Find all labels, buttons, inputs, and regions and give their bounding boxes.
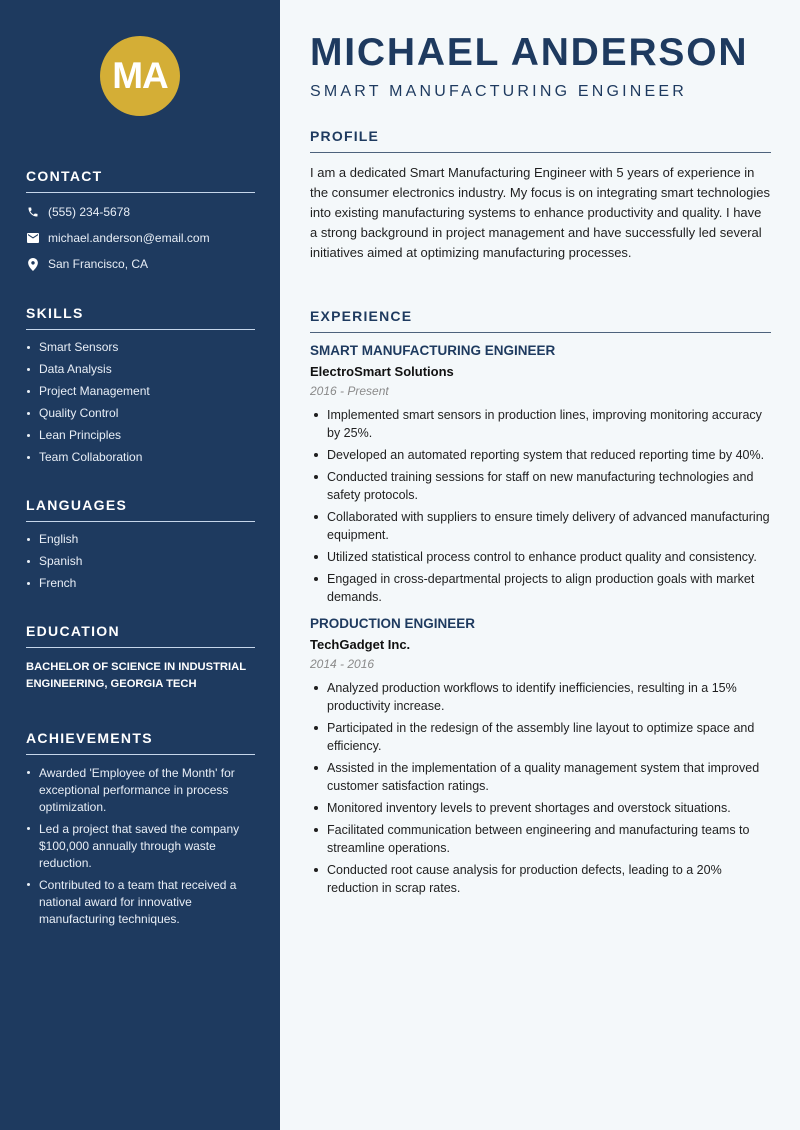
skill-item: Smart Sensors bbox=[26, 340, 255, 354]
job-entry bbox=[310, 616, 771, 897]
phone-text: (555) 234-5678 bbox=[48, 205, 131, 219]
achievements-list bbox=[26, 765, 255, 928]
job-bullet: Facilitated communication between engineering and manufacturing teams to streamline operations. bbox=[310, 821, 771, 857]
phone-icon bbox=[26, 206, 39, 219]
education-section bbox=[26, 623, 255, 693]
email-icon bbox=[26, 232, 39, 245]
achievements-heading: ACHIEVEMENTS bbox=[26, 730, 255, 755]
profile-text: I am a dedicated Smart Manufacturing Engineer with 5 years of experience in the consumer electronics industry. My focus is on integrating smart technologies into existing manufacturing systems to enhance productivity and quality. I have a strong background in project management and have successfully led several initiatives aimed at optimizing manufacturing processes. bbox=[310, 165, 771, 260]
avatar bbox=[100, 36, 180, 116]
contact-location bbox=[26, 257, 255, 271]
skills-section bbox=[26, 305, 255, 472]
candidate-title: SMART MANUFACTURING ENGINEER bbox=[310, 83, 688, 100]
job-dates: 2014 - 2016 bbox=[310, 657, 375, 671]
experience-section bbox=[310, 308, 771, 901]
job-bullet: Participated in the redesign of the assembly line layout to optimize space and efficiency. bbox=[310, 719, 771, 755]
skill-item: Lean Principles bbox=[26, 428, 255, 442]
skill-item: Team Collaboration bbox=[26, 450, 255, 464]
contact-email bbox=[26, 231, 255, 245]
job-entry bbox=[310, 343, 771, 606]
languages-list bbox=[26, 532, 255, 590]
job-title: SMART MANUFACTURING ENGINEER bbox=[310, 343, 556, 358]
languages-heading: LANGUAGES bbox=[26, 497, 255, 522]
skills-heading: SKILLS bbox=[26, 305, 255, 330]
experience-heading: EXPERIENCE bbox=[310, 308, 771, 333]
achievement-item: Led a project that saved the company $100,000 annually through waste reduction. bbox=[26, 821, 255, 872]
company-name: ElectroSmart Solutions bbox=[310, 364, 454, 379]
job-bullet: Developed an automated reporting system that reduced reporting time by 40%. bbox=[310, 446, 771, 464]
job-bullet: Assisted in the implementation of a quality management system that improved customer satisfaction ratings. bbox=[310, 759, 771, 795]
location-text: San Francisco, CA bbox=[48, 257, 149, 271]
language-item: Spanish bbox=[26, 554, 255, 568]
education-heading: EDUCATION bbox=[26, 623, 255, 648]
job-bullet: Implemented smart sensors in production lines, improving monitoring accuracy by 25%. bbox=[310, 406, 771, 442]
candidate-name: MICHAEL ANDERSON bbox=[310, 31, 749, 74]
education-degree: BACHELOR OF SCIENCE IN INDUSTRIAL ENGINEERING, GEORGIA TECH bbox=[26, 661, 246, 690]
job-bullet: Collaborated with suppliers to ensure timely delivery of advanced manufacturing equipment. bbox=[310, 508, 771, 544]
email-text[interactable]: michael.anderson@email.com bbox=[48, 231, 210, 245]
profile-section bbox=[310, 128, 771, 263]
job-bullet: Conducted root cause analysis for production defects, leading to a 20% reduction in scrap rates. bbox=[310, 861, 771, 897]
job-title: PRODUCTION ENGINEER bbox=[310, 616, 476, 631]
job-bullet: Analyzed production workflows to identify inefficiencies, resulting in a 15% productivity increase. bbox=[310, 679, 771, 715]
languages-section bbox=[26, 497, 255, 598]
skill-item: Project Management bbox=[26, 384, 255, 398]
job-bullet: Conducted training sessions for staff on new manufacturing technologies and safety protocols. bbox=[310, 468, 771, 504]
achievement-item: Awarded 'Employee of the Month' for exceptional performance in process optimization. bbox=[26, 765, 255, 816]
job-bullets bbox=[310, 679, 771, 897]
language-item: English bbox=[26, 532, 255, 546]
sidebar bbox=[0, 0, 280, 1130]
skill-item: Data Analysis bbox=[26, 362, 255, 376]
achievement-item: Contributed to a team that received a national award for innovative manufacturing techniques. bbox=[26, 877, 255, 928]
language-item: French bbox=[26, 576, 255, 590]
job-bullet: Monitored inventory levels to prevent shortages and overstock situations. bbox=[310, 799, 771, 817]
job-bullets bbox=[310, 406, 771, 606]
avatar-initials: MA bbox=[112, 55, 168, 96]
achievements-section bbox=[26, 730, 255, 933]
location-pin-icon bbox=[26, 258, 39, 271]
contact-section bbox=[26, 168, 255, 271]
contact-phone bbox=[26, 205, 255, 219]
profile-heading: PROFILE bbox=[310, 128, 771, 153]
job-bullet: Engaged in cross-departmental projects to align production goals with market demands. bbox=[310, 570, 771, 606]
job-dates: 2016 - Present bbox=[310, 384, 389, 398]
skill-item: Quality Control bbox=[26, 406, 255, 420]
company-name: TechGadget Inc. bbox=[310, 637, 411, 652]
skills-list bbox=[26, 340, 255, 464]
contact-heading: CONTACT bbox=[26, 168, 255, 193]
job-bullet: Utilized statistical process control to enhance product quality and consistency. bbox=[310, 548, 771, 566]
